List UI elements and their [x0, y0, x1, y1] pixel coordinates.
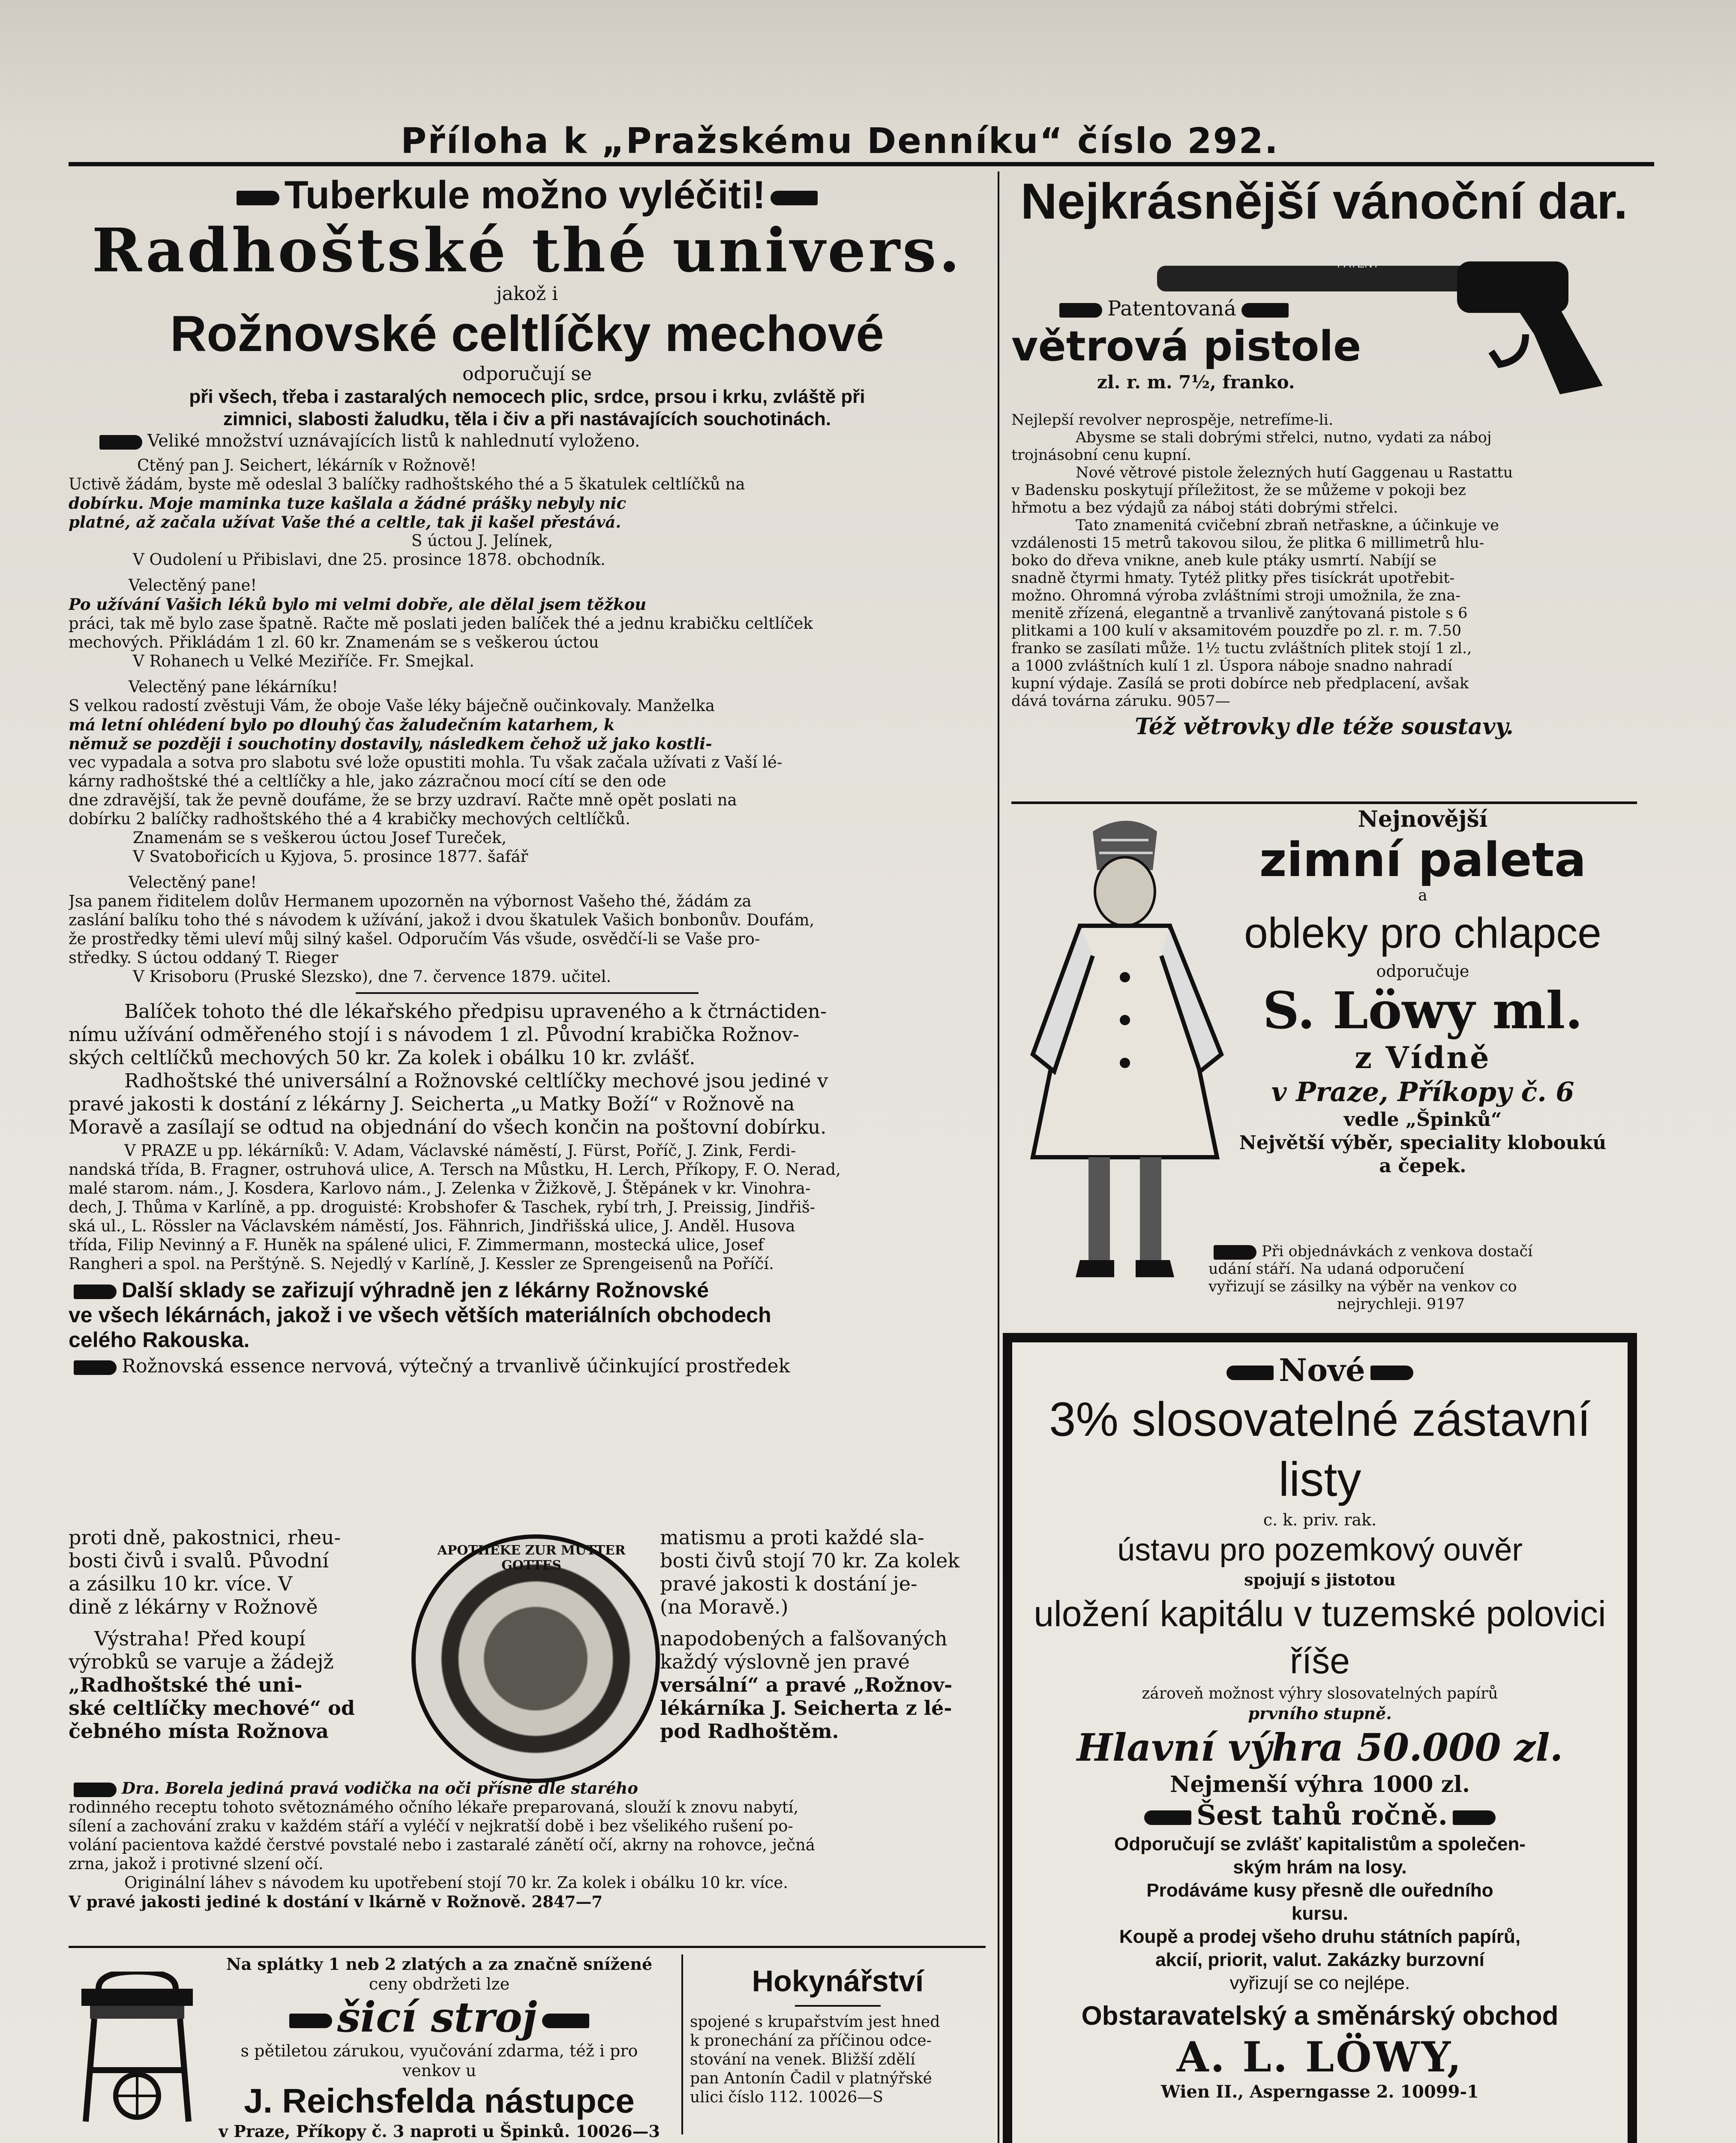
pointing-hand-icon: [1370, 1366, 1413, 1380]
letter-line: dobírku 2 balíčky radhoštského thé a 4 krabičky mechových celtlíčků.: [69, 810, 630, 828]
bank-l8: Nejmenší výhra 1000 zl.: [1169, 1771, 1470, 1798]
hokynarstvi-ad: [690, 1963, 986, 2107]
coat-subtitle: obleky pro chlapce: [1244, 909, 1601, 957]
sklady-notice: [69, 1278, 986, 1352]
bank-company: A. L. LÖWY,: [1176, 2033, 1463, 2081]
coat-address: v Praze, Příkopy č. 6: [1271, 1076, 1574, 1108]
letter-line: kárny radhoštské thé a celtlíčky a hle, jako zázračnou mocí cítí se den ode: [69, 772, 666, 790]
pointing-hand-icon: [1226, 1366, 1274, 1380]
text-line: výrobků se varuje a žádejž: [69, 1650, 334, 1673]
text-line: kursu.: [1291, 1903, 1349, 1924]
letter-line: Uctivě žádám, byste mě odeslal 3 balíčky radhoštského thé a 5 škatulek celtlíčků na: [69, 475, 745, 493]
page-header: Příloha k „Pražskému Denníku“ číslo 292.: [401, 121, 1279, 162]
ad-notice: Veliké množství uznávajících listů k nahlednutí vyloženo.: [147, 431, 640, 451]
text-line: v Badensku poskytují příležitost, že se můžeme v pokoji bez: [1011, 482, 1466, 499]
text-line: Další sklady se zařizují výhradně jen z lékárny Rožnovské: [122, 1278, 709, 1302]
pointing-hand-icon: [289, 2014, 332, 2028]
pointing-hand-icon: [542, 2014, 589, 2028]
pistol-patent: Patentovaná: [1107, 297, 1236, 321]
text-line: matismu a proti každé sla-: [660, 1526, 924, 1549]
coat-l5: odporučuje: [1376, 962, 1469, 981]
divider: [681, 1954, 683, 2134]
pointing-hand-icon: [99, 435, 142, 450]
ad-odporucuji: odporučují se: [462, 363, 592, 385]
letter-line: Po užívání Vašich léků bylo mi velmi dobře, ale dělal jsem těžkou: [69, 595, 647, 614]
bank-l6: prvního stupně.: [1248, 1704, 1392, 1723]
letter-line: vec vypadala a sotva pro slabotu své lože opustiti mohla. Tu však začala užívati z Vaší lé-: [69, 753, 783, 771]
pointing-hand-icon: [237, 191, 279, 205]
text-line: Rangheri a spol. na Perštýně. S. Nejedlý v Karlíně, J. Kessler ze Sprengeisenů na Poříčí.: [69, 1255, 774, 1273]
seal-text: APOTHEKE ZUR MUTTER GOTTES: [437, 1543, 626, 1573]
text-line: pod Radhoštěm.: [660, 1720, 839, 1743]
text-line: V pravé jakosti jediné k dostání v lkárně v Rožnově. 2847—7: [69, 1892, 603, 1911]
text-line: dech, J. Thůma v Karlíně, a pp. droguisté: Krobshofer & Taschek, rybí trh, J. Preissig, Jindřiš-: [69, 1198, 816, 1216]
bank-l11: Obstaravatelský a směnárský obchod: [1081, 2001, 1559, 2031]
text-line: vyřizují se zásilky na výběr na venkov co: [1208, 1278, 1517, 1295]
pointing-hand-icon: [1059, 303, 1102, 318]
text-line: nejrychleji. 9197: [1337, 1296, 1465, 1313]
divider: [356, 992, 699, 994]
bank-l5: zároveň možnost výhry slosovatelných papírů: [1142, 1685, 1498, 1702]
bank-main-prize: Hlavní výhra 50.000 zl.: [1076, 1725, 1563, 1770]
letter-line: Velectěný pane!: [129, 873, 257, 891]
text-line: hřmotu a bez výdajů za náboj státi dobrými střelci.: [1011, 499, 1398, 516]
text-line: versální“ a pravé „Rožnov-: [660, 1673, 953, 1696]
letter-line: platné, až začala užívat Vaše thé a celtle, tak ji kašel přestává.: [69, 513, 621, 531]
pistol-title: Nejkrásnější vánoční dar.: [1020, 173, 1628, 230]
text-line: bosti čivů i svalů. Původní: [69, 1549, 329, 1572]
singer-title: šicí stroj: [337, 1993, 537, 2041]
letter-line: Velectěný pane lékárníku!: [129, 678, 338, 696]
text-line: boko do dřeva vnikne, aneb kule ptáky usmrtí. Nabíjí se: [1011, 552, 1437, 569]
coat-l3: a: [1418, 887, 1427, 904]
text-line: Tato znamenitá cvičební zbraň netřaskne, a účinkuje ve: [1076, 517, 1499, 534]
ad-intro-line: při všech, třeba i zastaralých nemocech plic, srdce, prsou i krku, zvláště při: [189, 386, 865, 407]
pistol-heading: [1011, 296, 1440, 393]
text-line: třída, Filip Nevinný a F. Huněk na spálené ulici, F. Zimmermann, mostecká ulice, Josef: [69, 1236, 764, 1254]
text-line: Originální láhev s návodem ku upotřebení stojí 70 kr. Za kolek i obálku 10 kr. více.: [124, 1873, 789, 1892]
coat-l1: Nejnovější: [1358, 806, 1488, 832]
ad-jakoz: jakož i: [496, 283, 558, 305]
text-line: rodinného receptu tohoto světoznámého očního lékaře preparovaná, slouží k znovu nabytí,: [69, 1798, 799, 1816]
text-line: zrna, jakož i protivné slzení očí.: [69, 1855, 324, 1873]
pointing-hand-icon: [771, 191, 818, 205]
pistol-stamp: PATENT: [1337, 257, 1379, 270]
text-line: Radhoštské thé universální a Rožnovské celtlíčky mechové jsou jediné v: [124, 1069, 828, 1092]
bank-l9: Šest tahů ročně.: [1196, 1799, 1448, 1831]
text-line: stování na venek. Bližší zdělí: [690, 2051, 915, 2068]
text-line: bosti čivů stojí 70 kr. Za kolek: [660, 1549, 960, 1572]
text-line: (na Moravě.): [660, 1595, 789, 1618]
text-line: Balíček tohoto thé dle lékařského předpisu upraveného a k čtrnáctiden-: [124, 1000, 827, 1023]
coat-company: S. Löwy ml.: [1262, 981, 1583, 1040]
bank-address: Wien II., Asperngasse 2. 10099-1: [1161, 2082, 1479, 2102]
coat-l9: vedle „Špinků“: [1343, 1109, 1502, 1131]
pistol-text: [1011, 411, 1637, 741]
text-line: Moravě a zasílají se odtud na objednání do všech končin na poštovní dobírku.: [69, 1116, 827, 1138]
pointing-hand-icon: [1241, 303, 1289, 318]
text-line: vzdálenosti 15 metrů takovou silou, že plitka 6 millimetrů hlu-: [1011, 534, 1484, 552]
text-line: Na splátky 1 neb 2 zlatých a za značně snížené: [226, 1954, 653, 1974]
letter-line: dne zdravější, tak že pevně doufáme, že se brzy uzdraví. Račte mně opět poslati na: [69, 791, 737, 809]
text-line: proti dně, pakostnici, rheu-: [69, 1526, 341, 1549]
letter-line: S velkou radostí zvěstuji Vám, že oboje Vaše léky báječně oučinkovaly. Manželka: [69, 696, 715, 715]
text-line: dině z lékárny v Rožnově: [69, 1595, 318, 1618]
divider: [1011, 801, 1637, 804]
hokynarstvi-title: Hokynářství: [752, 1964, 924, 1998]
essence-head: Rožnovská essence nervová, výtečný a trvanlivě účinkující prostředek: [122, 1355, 790, 1377]
radhost-ad: [69, 171, 986, 1378]
text-line: Nejlepší revolver neprospěje, netrefíme-li.: [1011, 411, 1334, 429]
pistol-ad: [1011, 171, 1637, 231]
letter-rieger: [69, 873, 986, 986]
text-line: menitě zřízená, elegantně a trvanlivě zanýtovaná pistole s 6: [1011, 605, 1468, 622]
text-line: sílení a zachování zraku v každém stáří a vyléčí v nejkratší době i bez všelikého rušení po-: [69, 1817, 793, 1835]
text-line: ulici číslo 112. 10026—S: [690, 2089, 883, 2106]
text-line: Dra. Borela jediná pravá vodička na oči přísně dle starého: [122, 1779, 638, 1798]
ad-headline-roznov: Rožnovské celtlíčky mechové: [170, 306, 884, 362]
letter-line: V Krisoboru (Pruské Slezsko), dne 7. července 1879. učitel.: [133, 967, 612, 986]
coat-l11: a čepek.: [1379, 1155, 1466, 1177]
divider: [69, 1946, 986, 1948]
ad-headline-tuberkule: Tuberkule možno vyléčiti!: [284, 173, 766, 217]
ad-intro-line: zimnici, slabosti žaludku, těla i čiv a při nastávajících souchotinách.: [223, 408, 831, 429]
text-line: plitkami a 100 kulí v aksamitovém pouzdře po zl. r. m. 7.50: [1011, 622, 1462, 639]
pointing-hand-icon: [1144, 1810, 1191, 1825]
text-line: kupní výdaje. Zasílá se proti dobírce neb předplacení, avšak: [1011, 675, 1469, 692]
letter-line: mechových. Přikládám 1 zl. 60 kr. Znamenám se s veškerou úctou: [69, 633, 599, 651]
text-line: napodobených a falšovaných: [660, 1627, 947, 1650]
bank-l1: c. k. priv. rak.: [1263, 1510, 1377, 1529]
text-line: „Radhoštské thé uni-: [69, 1673, 303, 1696]
text-line: snadně čtyrmi hmaty. Tytéž plitky přes tisíckrát upotřebit-: [1011, 570, 1455, 587]
letter-line: S úctou J. Jelínek,: [411, 531, 553, 550]
praha-pharmacies: [69, 1141, 986, 1273]
letter-line: Jsa panem řiditelem dolův Hermanem upozorněn na výbornost Vašeho thé, žádám za: [69, 892, 752, 910]
pointing-hand-icon: [74, 1783, 117, 1797]
text-line: s pětiletou zárukou, vyučování zdarma, též i pro: [240, 2041, 638, 2060]
bank-l4: uložení kapitálu v tuzemské polovici říše: [1034, 1594, 1606, 1681]
text-line: ských celtlíčků mechových 50 kr. Za kolek i obálku 10 kr. zvlášť.: [69, 1046, 696, 1069]
pistol-price: zl. r. m. 7½, franko.: [1097, 372, 1295, 393]
text-line: ským hrám na losy.: [1233, 1857, 1407, 1878]
essence-left: [69, 1526, 420, 1743]
text-line: vyřizují se co nejlépe.: [1229, 1972, 1410, 1993]
text-line: a 1000 zvláštních kulí 1 zl. Úspora náboje snadno nahradí: [1011, 657, 1452, 675]
text-line: ceny obdržeti lze: [369, 1975, 510, 1993]
letter-smejkal: [69, 576, 986, 671]
text-line: Prodáváme kusy přesně dle ouředního: [1146, 1880, 1493, 1901]
letter-line: Velectěný pane!: [129, 576, 257, 594]
pointing-hand-icon: [1214, 1245, 1256, 1260]
pointing-hand-icon: [74, 1360, 117, 1375]
bank-l2: ústavu pro pozemkový ouvěr: [1117, 1532, 1523, 1567]
text-line: čebného místa Rožnova: [69, 1720, 329, 1743]
essence-right: [660, 1526, 986, 1743]
text-line: každý výslovně jen pravé: [660, 1650, 910, 1673]
letter-line: Znamenám se s veškerou úctou Josef Tureček,: [133, 828, 507, 847]
letter-line: V Oudolení u Přibislavi, dne 25. prosince 1878. obchodník.: [133, 550, 606, 569]
letter-line: zaslání balíku toho thé s návodem k užívání, jakož i dvou škatulek Vašich bonbonův. Doufám,: [69, 911, 815, 929]
text-line: pravé jakosti k dostání je-: [660, 1572, 917, 1595]
text-line: volání pacientova každé čerstvé povstalé nebo i zastaralé zánětí očí, akrny na rohovce, ječná: [69, 1836, 815, 1854]
column-divider: [998, 171, 999, 2143]
text-line: lékárníka J. Seicherta z lé-: [660, 1696, 952, 1720]
coat-title: zimní paleta: [1259, 832, 1586, 887]
singer-ad: [201, 1954, 677, 2141]
text-line: možno. Ohromná výroba zvláštními stroji umožnila, že zna-: [1011, 587, 1461, 604]
sewing-machine-icon: [73, 1972, 201, 2126]
text-line: Koupě a prodej všeho druhu státních papírů,: [1119, 1926, 1521, 1947]
text-line: nandská třída, B. Fragner, ostruhová ulice, A. Tersch na Můstku, H. Lerch, Příkopy, F. O. Nerad,: [69, 1160, 841, 1179]
coat-notes: [1208, 1243, 1637, 1313]
text-line: pravé jakosti k dostání z lékárny J. Seicherta „u Matky Boží“ v Rožnově na: [69, 1093, 795, 1115]
pointing-hand-icon: [1453, 1810, 1496, 1825]
ad-headline-radhost: Radhoštské thé univers.: [92, 216, 962, 286]
bank-nove: Nové: [1279, 1352, 1365, 1388]
letter-line: němuž se později i souchotiny dostavily, následkem čehož už jako kostli-: [69, 734, 712, 753]
text-line: Při objednávkách z venkova dostačí: [1262, 1243, 1533, 1260]
pistol-foot: Též větrovky dle téže soustavy.: [1135, 714, 1514, 740]
letter-line: že prostředky těmi uleví můj silný kašel. Odporučím Vás všude, osvědčí-li se Vaše pro-: [69, 930, 760, 948]
text-line: nímu užívání odměřeného stojí i s návodem 1 zl. Původní krabička Rožnov-: [69, 1023, 800, 1046]
text-line: franko se zasílati může. 1½ tuctu zvláštních plitek stojí 1 zl.,: [1011, 640, 1472, 657]
letter-line: V Rohanech u Velké Meziříče. Fr. Smejkal.: [133, 652, 474, 670]
text-line: ve všech lékárnách, jakož i ve všech větších materiálních obchodech: [69, 1303, 771, 1327]
letter-line: dobírku. Moje maminka tuze kašlala a žádné prášky nebyly nic: [69, 494, 627, 513]
bank-title: 3% slosovatelné zástavní listy: [1049, 1393, 1591, 1506]
letter-line: má letní ohlédení bylo po dlouhý čas žaludečním katarhem, k: [69, 715, 615, 734]
text-line: v Praze, Příkopy č. 3 naproti u Špinků. 10026—3: [219, 2122, 660, 2141]
borela-ad: [69, 1779, 986, 1911]
text-line: V PRAZE u pp. lékárníků: V. Adam, Václavské náměstí, J. Fürst, Poříč, J. Zink, Ferdi-: [124, 1141, 796, 1160]
text-line: Výstraha! Před koupí: [94, 1627, 306, 1650]
text-line: a zásilku 10 kr. více. V: [69, 1572, 293, 1595]
text-line: ské celtlíčky mechové“ od: [69, 1696, 355, 1720]
letter-line: středky. S úctou oddaný T. Rieger: [69, 948, 339, 967]
text-line: pan Antonín Čadil v platnýřské: [690, 2070, 932, 2087]
text-line: Abysme se stali dobrými střelci, nutno, vydati za náboj: [1076, 429, 1492, 446]
text-line: venkov u: [402, 2061, 477, 2080]
bank-l3: spojují s jistotou: [1244, 1570, 1396, 1589]
letter-line: práci, tak mě bylo zase špatně. Račte mě poslati jeden balíček thé a jednu krabičku celtlíček: [69, 614, 813, 633]
boy-in-coat-illustration: [1016, 814, 1238, 1286]
pistol-name: větrová pistole: [1011, 322, 1361, 370]
text-line: Nové větrové pistole železných hutí Gaggenau u Rastattu: [1076, 464, 1513, 481]
singer-company: J. Reichsfelda nástupce: [244, 2082, 635, 2120]
text-line: akcií, priorit, valut. Zakázky burzovní: [1155, 1949, 1484, 1970]
text-line: udání stáří. Na udaná odporučení: [1208, 1261, 1464, 1278]
price-paragraph: [69, 1000, 986, 1139]
pointing-hand-icon: [74, 1285, 117, 1299]
coat-l10: Největší výběr, speciality kloboukú: [1239, 1132, 1607, 1154]
text-line: dává továrna záruku. 9057—: [1011, 693, 1230, 710]
letter-turecek: [69, 678, 986, 866]
text-line: k pronechání za příčinou odce-: [690, 2032, 932, 2050]
text-line: spojené s krupařstvím jest hned: [690, 2013, 940, 2031]
text-line: celého Rakouska.: [69, 1328, 250, 1352]
bank-ad-box: [1003, 1333, 1637, 2143]
letter-line: Ctěný pan J. Seichert, lékárník v Rožnově!: [137, 456, 477, 474]
text-line: malé starom. nám., J. Kosdera, Karlovo nám., J. Zelenka v Žižkově, J. Štěpánek v kr. Vinohra-: [69, 1179, 811, 1198]
coat-ad: [1208, 806, 1637, 1178]
letter-jelinek: [69, 456, 986, 569]
text-line: trojnásobní cenu kupní.: [1011, 447, 1191, 464]
letter-line: V Svatobořicích u Kyjova, 5. prosince 1877. šafář: [133, 847, 528, 866]
text-line: ská ul., L. Rössler na Václavském náměstí, Jos. Fähnrich, Jindřišská ulice, J. Anděl. Husova: [69, 1217, 795, 1235]
text-line: Odporučují se zvlášť kapitalistům a společen-: [1114, 1834, 1526, 1855]
coat-l7: z Vídně: [1355, 1040, 1491, 1075]
header-rule: [69, 162, 1654, 166]
